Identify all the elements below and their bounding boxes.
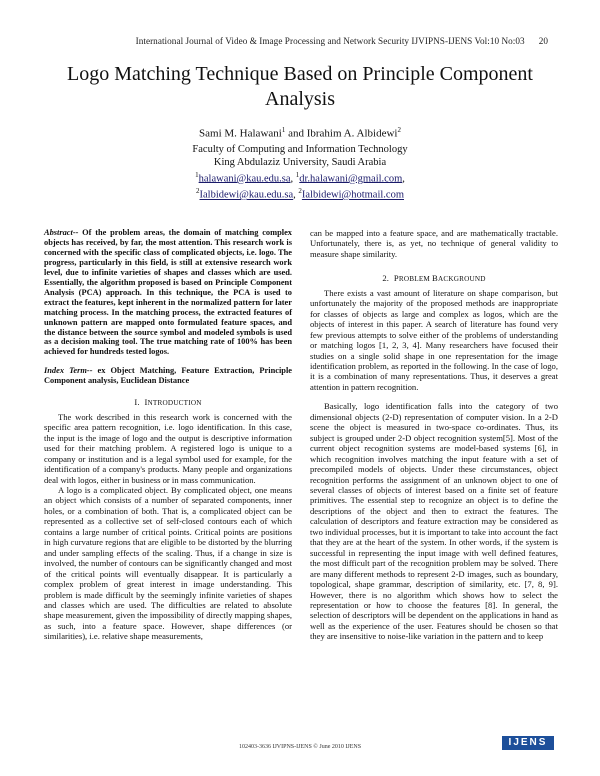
author-names: Sami M. Halawani$^1$ and Ibrahim A. Albidewi$^2$ xyxy=(199,126,401,140)
email-line-1: $^1$halawani@kau.edu.sa, $^1$dr.halawani@gmail.com, xyxy=(195,170,405,185)
running-header xyxy=(60,36,548,46)
page-number: 20 xyxy=(538,36,548,46)
index-terms: Index Term-- ex Object Matching, Feature Extraction, Principle Component analysis, Euclidean Distance xyxy=(44,366,292,386)
affiliation-university: King Abdulaziz University, Saudi Arabia xyxy=(213,156,387,168)
section-heading-problem-background: 2. PROBLEM BACKGROUND xyxy=(382,273,486,284)
intro-paragraph-1: The work described in this research work is concerned with the specific area pattern recognition, i.e. logo identification. In this case, the input is the image of logo and the output is descriptive information used for their matching problem. A registered logo is unique to a company or institution and is a legal symbol used for example, for the identification of a company's products. Many people and organizations deal with logos, either in business or in mass communication. xyxy=(44,411,292,485)
paper-title: Logo Matching Technique Based on Principle Component Analysis xyxy=(67,63,533,110)
email-line-2: $^2$Ialbidewi@kau.edu.sa, $^2$Ialbidewi@hotmail.com xyxy=(196,187,404,201)
continuation-paragraph: can be mapped into a feature space, and are mathematically tractable. Unfortunately, there is, as yet, no technique of general validity to measure shape similarity. xyxy=(310,228,558,259)
email-link[interactable]: Ialbidewi@hotmail.com xyxy=(301,189,404,201)
background-paragraph-1: There exists a vast amount of literature on shape comparison, but unfortunately the majority of the proposed methods are inappropriate for classes of objects as large and complex as logos, which are the objects of interest in this paper. A search of literature has found very few previous attempts to solve either of the problems of understanding or matching logos [1, 2, 3, 4]. Many researchers have focused their studies on a single solid shape in one representation for the image identification problem, as reported in the following. In the case of logo, it is a combination of many representations. Thus, it deserves a great attention in pattern recognition. xyxy=(310,287,558,392)
abstract: Abstract-- Of the problem areas, the domain of matching complex objects has received, by far, the most attention. This research work is concerned with the specific class of complicated objects, i.e. logo. The progress, particularly in this field, is still at extensive research work level, due to infinite varieties of shapes and classes which are used. Essentially, the algorithm proposed is based on Principle Component Analysis (PCA) approach. In this technique, the PCA is used to extract the features, kept inherent in the normalized pattern for later matching process. In the matching process, the extracted features of unknown pattern are mapped onto formulated feature spaces, and the distance between the source symbol and modeled symbols is used as a decision making tool. The true matching rate of 100% has been achieved for hundreds tested logos. xyxy=(44,228,292,357)
author-block xyxy=(100,124,500,202)
background-paragraph-2: Basically, logo identification falls into the category of two dimensional objects (2-D) representation of computer vision. In a 2-D scene the object is measured in two-space co-ordinates. Thus, its subject is grouped under 2-D object recognition system[5]. Most of the current object recognition systems are model-based systems [6], in which recognition involves matching the input feature with a set of precompiled models of objects. Under these circumstances, object recognition performs the assignment of an unknown object to one of several classes of objects of interest based on a finite set of feature primitives. The essential step to recognize an object is to define the descriptions of the object and then to extract the features. The calculation of descriptors and feature extraction may be considered as two individual processes, but it is important to take into account the fact that they are at the heart of the system. In other words, if the system is successful in representing the input image with well defined features, the most difficult part of the recognition problem may be solved. There are many different methods to represent 2-D images, such as boundary, topological, shape grammar, description of similarity, etc. [7, 8, 9]. However, there is no algorithm which shows how to select the representation or how to choose the features [8]. In general, the selection of descriptors will be dependent on the applications in hand as well as the experience of the user. Features should be chosen so that they are insensitive to noise-like variation in the pattern and to keep xyxy=(310,401,558,642)
email-link[interactable]: dr.halawani@gmail.com xyxy=(299,173,403,185)
affiliation-faculty: Faculty of Computing and Information Technology xyxy=(192,143,408,155)
email-link[interactable]: halawani@kau.edu.sa xyxy=(198,173,291,185)
page-footer: 102403-3636 IJVIPNS-IJENS © June 2010 IJENS xyxy=(238,744,362,750)
left-column xyxy=(44,228,292,642)
intro-paragraph-2: A logo is a complicated object. By complicated object, one means an object which consists of a number of separated components, inner holes, or a combination of both. That is, a complicated object can be represented as a collective set of self-closed contours each of which contains a large number of critical points. Critical points are positions in high curvature regions that are eligible to be distorted by the blurring and under sampling effects of the scaling. Thus, if a change in size is involved, the number of contours can be significantly changed and most of the critical points will eventually disappear. It is particularly a complex problem of great interest in image understanding. This problem is made difficult by the seemingly infinite varieties of shapes and classes which are used. The difficulties are related to absolute shape measurement, given the impossibility of directly mapping shapes, as such, into a feature space. However, shape differences (or similarities), i.e. relative shape measurements, xyxy=(44,485,292,642)
email-link[interactable]: Ialbidewi@kau.edu.sa xyxy=(199,189,294,201)
right-column xyxy=(310,228,558,642)
section-heading-introduction: I. INTRODUCTION xyxy=(134,397,202,408)
journal-name: International Journal of Video & Image Processing and Network Security IJVIPNS-IJENS Vol:10 No:03 xyxy=(135,36,525,46)
ijens-logo: IJENS xyxy=(502,736,554,750)
